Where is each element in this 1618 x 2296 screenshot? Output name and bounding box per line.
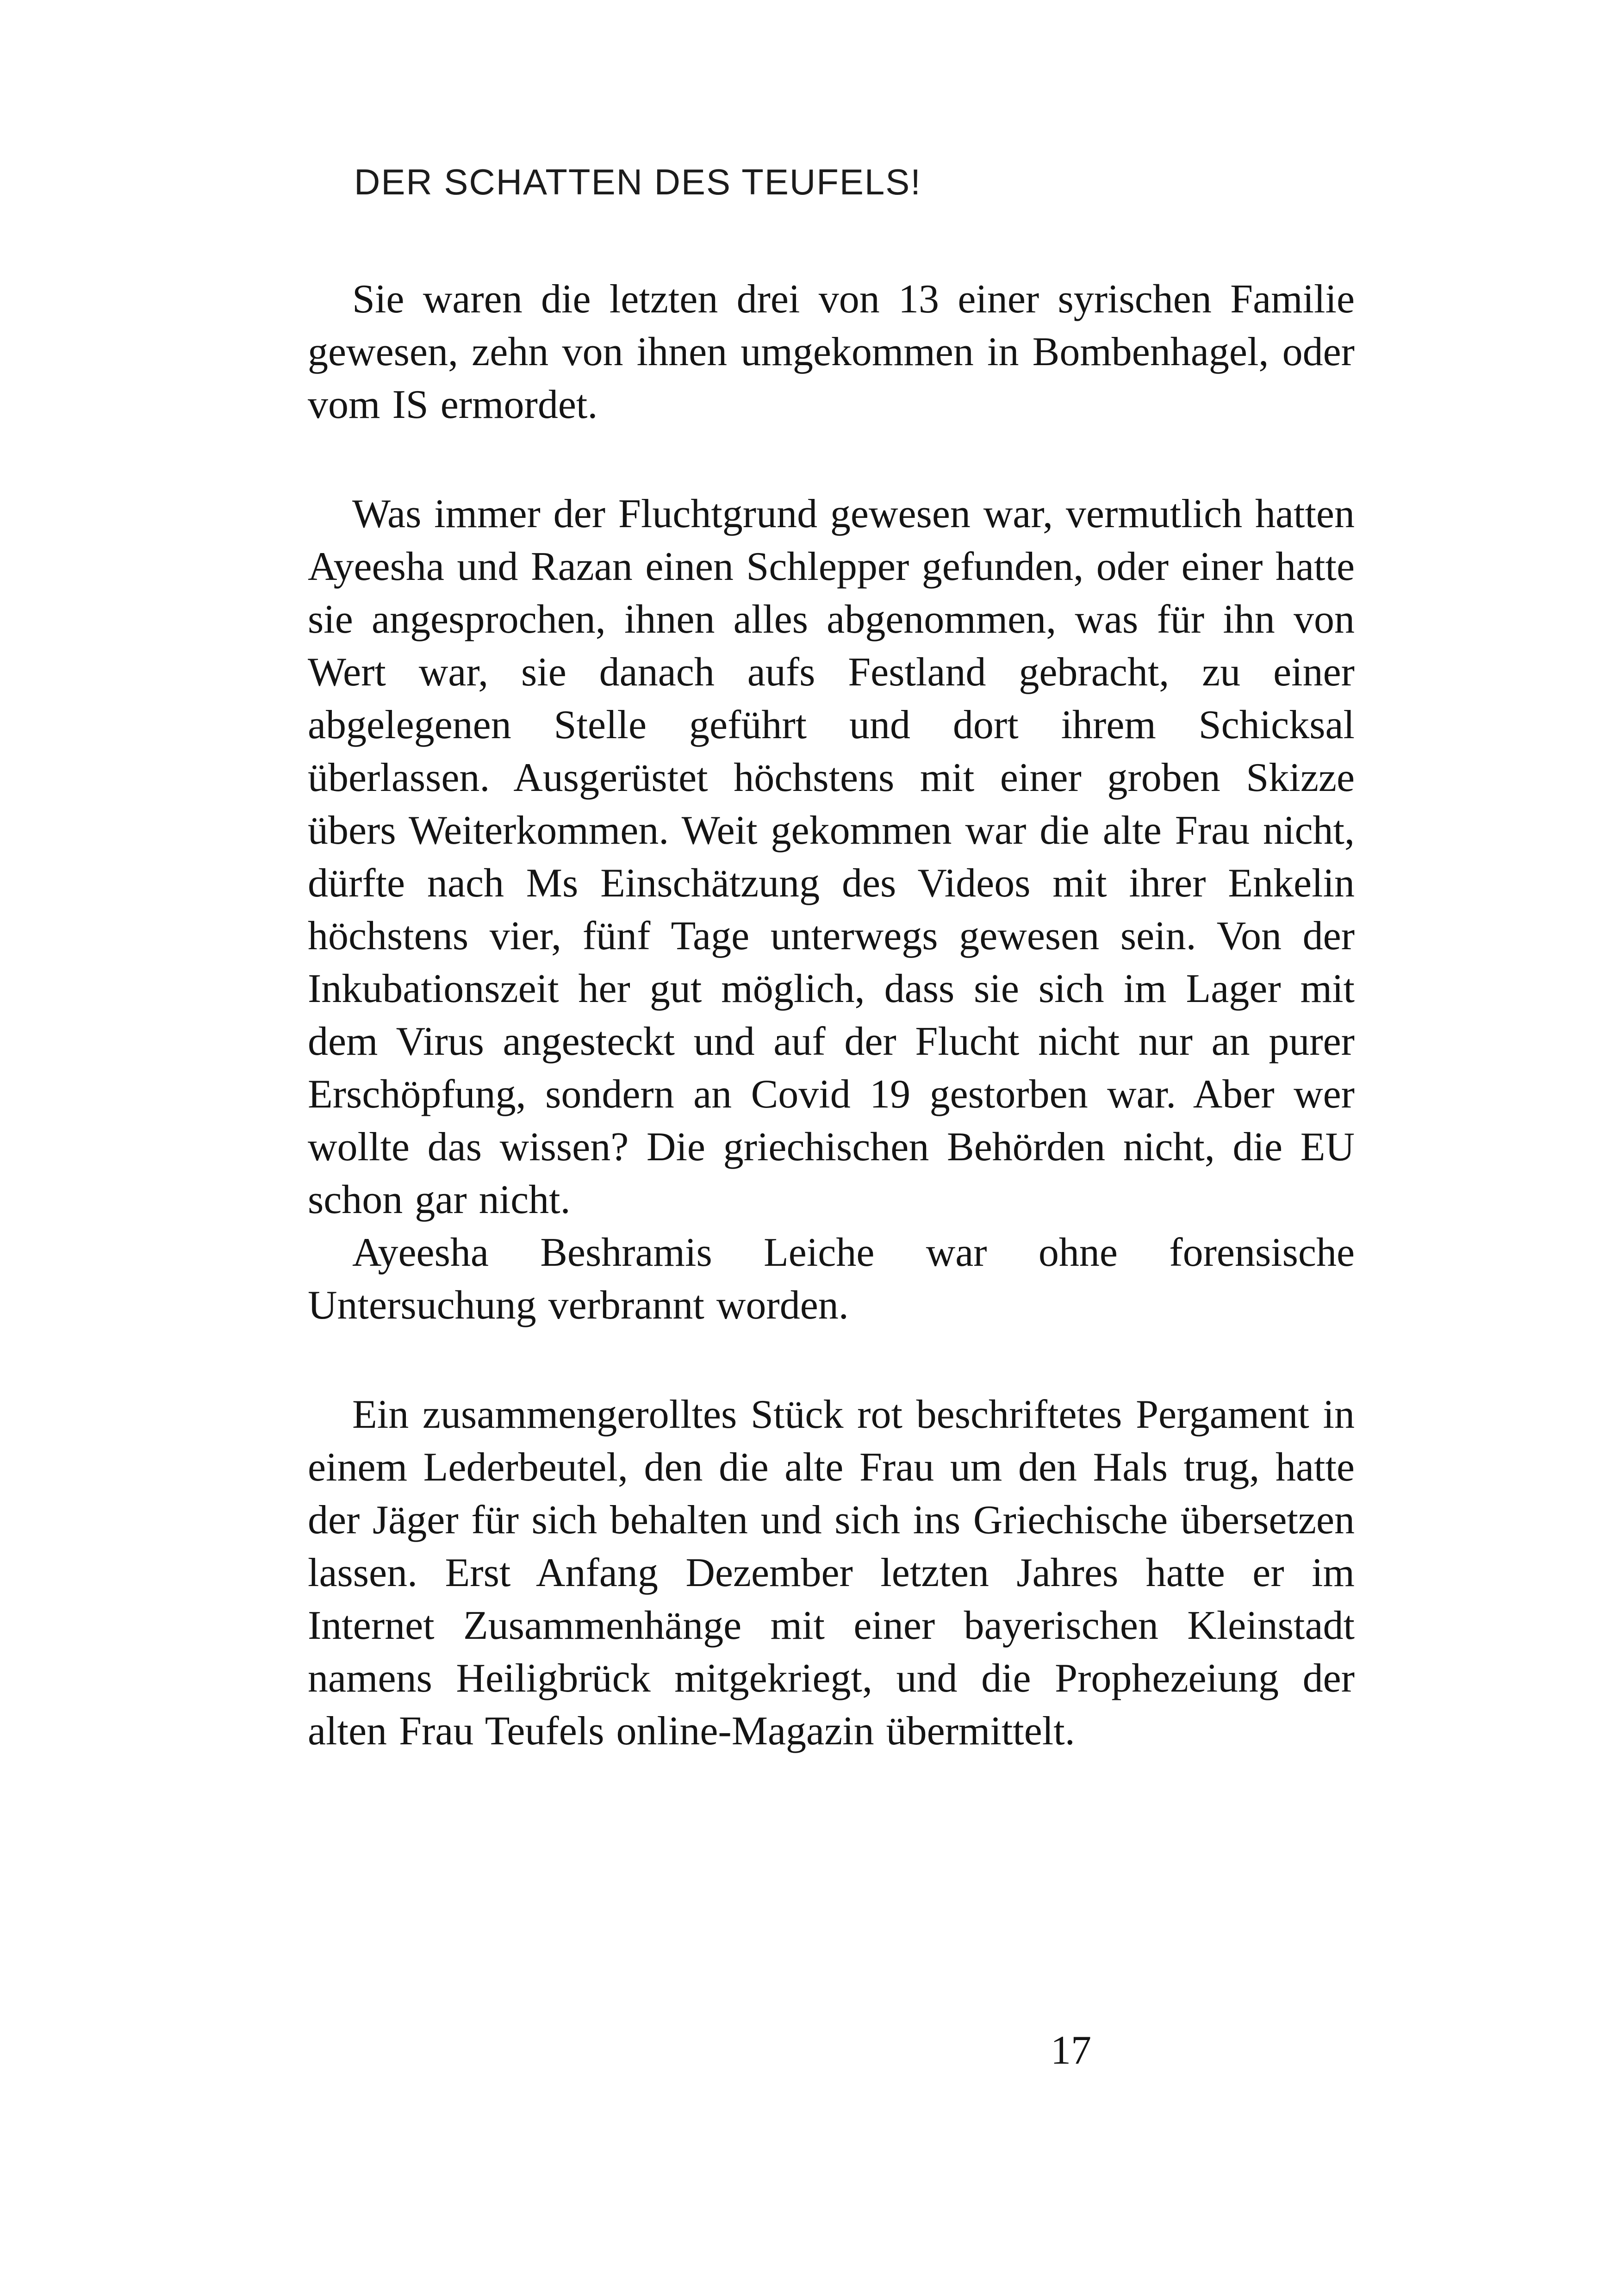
page-text	[308, 273, 1355, 1758]
running-header: DER SCHATTEN DES TEUFELS!	[354, 162, 921, 202]
page-number: 17	[1051, 2028, 1091, 2073]
paragraph: Sie waren die letzten drei von 13 einer syrischen Familie gewesen, zehn von ihnen umgekommen in Bombenhagel, oder vom IS ermordet.	[308, 277, 1355, 427]
paragraph: Was immer der Fluchtgrund gewesen war, vermutlich hatten Ayeesha und Razan einen Schlepper gefunden, oder einer hatte sie angesprochen, ihnen alles abgenommen, was für ihn von Wert war, sie danach aufs Festland gebracht, zu einer abgelegenen Stelle geführt und dort ihrem Schicksal überlassen. Ausgerüstet höchstens mit einer groben Skizze übers Weiterkommen. Weit gekommen war die alte Frau nicht, dürfte nach Ms Einschätzung des Videos mit ihrer Enkelin höchstens vier, fünf Tage unterwegs gewesen sein. Von der Inkubationszeit her gut möglich, dass sie sich im Lager mit dem Virus angesteckt und auf der Flucht nicht nur an purer Erschöpfung, sondern an Covid 19 gestorben war. Aber wer wollte das wissen? Die griechischen Behörden nicht, die EU schon gar nicht.	[308, 492, 1355, 1222]
paragraph: Ayeesha Beshramis Leiche war ohne forensische Untersuchung verbrannt worden.	[308, 1230, 1355, 1328]
paragraph: Ein zusammengerolltes Stück rot beschriftetes Pergament in einem Lederbeutel, den die alte Frau um den Hals trug, hatte der Jäger für sich behalten und sich ins Griechische übersetzen lassen. Erst Anfang Dezember letzten Jahres hatte er im Internet Zusammenhänge mit einer bayerischen Kleinstadt namens Heiligbrück mitgekriegt, und die Prophezeiung der alten Frau Teufels online-Magazin übermittelt.	[308, 1392, 1355, 1754]
